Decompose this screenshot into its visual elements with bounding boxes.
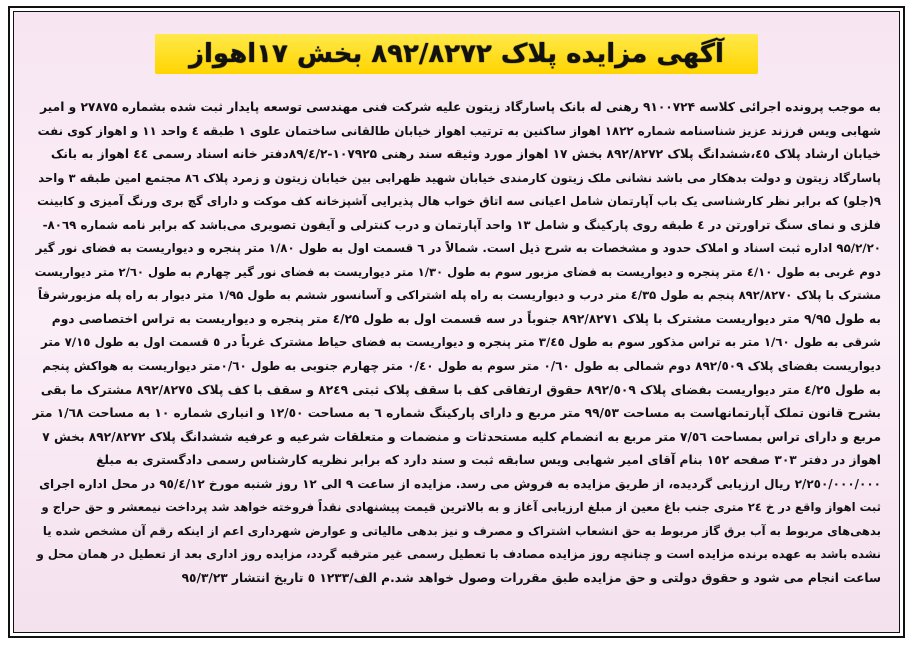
notice-line: بشرح قانون تملک آپارتمانهاست به مساحت ۹۹/٥۳ متر مربع و دارای پارکینگ شماره ٦ به مساحت ۱۲/٥۰ و انباری شماره ۱۰ به مساحت ۱/٦۸ متر — [32, 406, 881, 421]
notice-line: بدهی‌های مربوط به آب برق گاز مربوط به حق انشعاب اشتراک و مصرف و نیز بدهی مالیاتی و عوارض شهرداری اعم از اینکه رقم آن مشخص شده یا — [42, 523, 881, 538]
notice-line: به طول ۹/۹۵ متر دیواریست مشترک با پلاک ۸۹۲/۸۲۷۱ جنوباً در سه قسمت اول به طول ٤/۲۵ متر پنجره و دیواریست به تراس اختصاصی دوم — [51, 311, 881, 326]
notice-line: شرقی به طول ۱/٦۰ متر به تراس مذکور سوم به طول ۳/٤٥ متر پنجره و دیواریست به فضای حیاط مشترک غرباً در ٥ قسمت اول به طول ۷/۱٥ متر — [40, 335, 881, 350]
notice-title: آگهی مزایده پلاک ۸۹۲/۸۲۷۲ بخش ۱۷اهواز — [155, 34, 758, 74]
notice-line: شهابی ویس فرزند عزیز شناسنامه شماره ۱۸۲۲ اهواز ساکنین به ترتیب اهواز خیابان طالقانی ساختمان علوی ۱ طبقه ٤ واحد ۱۱ و اهواز کوی نفت — [37, 123, 881, 138]
notice-line: ساعت انجام می شود و حقوق دولتی و حق مزایده طبق مقررات وصول خواهد شد.م الف/۱۲۳۳ ٥ تاریخ انتشار ۹٥/۳/۲۳ — [181, 570, 881, 585]
notice-line: مربع و دارای تراس بمساحت ۷/٥٦ متر مربع به انضمام کلیه مستحدثات و منضمات و متعلقات شرعیه و عرفیه ششدانگ پلاک ۸۹۲/۸۲۷۲ بخش ۷ — [42, 429, 881, 444]
notice-line: اهواز در دفتر ۳۰۳ صفحه ۱٥۲ بنام آقای امیر شهابی ویس سابقه ثبت و سند دارد که برابر نظریه کارشناس رسمی دادگستری به مبلغ — [96, 453, 881, 468]
notice-line: فلزی و نمای سنگ تراورتن در ٤ طبقه روی پارکینگ و شامل ۱۳ واحد آپارتمان و درب کنترلی و آیفون تصویری می‌باشد که برابر نامه شماره ۸۰٦۹- — [42, 217, 881, 232]
notice-line: خیابان ارشاد پلاک ٤٥،ششدانگ پلاک ۸۹۲/۸۲۷۲ بخش ۱۷ اهواز مورد وثیقه سند رهنی ۱۰۷۹۲۵-۸۹/٤/۲دفتر خانه اسناد رسمی ٤٤ اهواز به بانک — [50, 147, 881, 162]
notice-line: ۹۵/۲/۲۰ اداره ثبت اسناد و املاک حدود و مشخصات به شرح ذیل است. شمالاً در ٦ قسمت اول به طول ۱/۸۰ متر پنجره و دیواریست به فضای نور گیر — [35, 241, 881, 256]
notice-line: ۹(جلو) که برابر نظر کارشناسی یک باب آپارتمان شامل اعیانی سه اتاق خواب هال پذیرایی آشپزخانه کف موکت و دارای گچ بری ورنگ آمیزی و کابینت — [37, 194, 881, 209]
notice-line: دوم غربی به طول ٤/۱۰ متر پنجره و دیواریست به فضای مزبور سوم به طول ۱/۳۰ متر دیواریست به فضای نور گیر چهارم به طول ۲/٦۰ متر دیواریست — [34, 264, 881, 279]
notice-body — [32, 96, 881, 590]
notice-header — [14, 34, 899, 74]
notice-line: مشترک با پلاک ۸۹۲/۸۲۷۰ پنجم به طول ٤/۳۵ متر درب و دیواریست به راه پله اشتراکی و آسانسور ششم به طول ۱/۹۵ متر دیوار به راه پله مزبورشرقاً — [38, 288, 881, 303]
notice-line: به موجب پرونده اجرائی کلاسه ۹۱۰۰۷۲۴ رهنی له بانک پاسارگاد زیتون علیه شرکت فنی مهندسی توسعه پایدار ثبت شده بشماره ۲۷۸۷۵ و امیر — [40, 100, 881, 114]
notice-line: دیواریست بفضای پلاک ۸۹۲/٥۰۹ دوم شمالی به طول ۰/٦۰ متر سوم به طول ۰/٤۰ متر چهارم جنوبی به طول ۰/٦۰متر دیواریست به هواکش پنجم — [42, 359, 881, 374]
notice-panel — [13, 11, 900, 633]
notice-line: نشده باشد به عهده برنده مزایده است و چنانچه روز مزایده مصادف با تعطیل رسمی غیر مترقبه گردد، مزایده روز اداری بعد از تعطیل در همان محل و — [36, 547, 881, 562]
notice-line: ۲/۲٥۰/۰۰۰/۰۰۰ ریال ارزیابی گردیده، از طریق مزایده به فروش می رسد. مزایده از ساعت ۹ الی ۱۲ روز شنبه مورخ ۹٥/٤/۱۲ در محل اداره اجرای — [39, 476, 881, 491]
notice-line: پاسارگاد زیتون و دولت بدهکار می باشد نشانی ملک زیتون کارمندی خیابان شهید ظهرابی بین خیابان زیتون و زمرد پلاک ۸٦ مجتمع امین طبقه ۳ واحد — [38, 170, 881, 185]
notice-frame — [8, 6, 905, 638]
notice-line: به طول ٤/۲٥ متر دیواریست بفضای پلاک ۸۹۲/٥۰۹ حقوق ارتفاقی کف با سقف پلاک ثبتی ۸۲٤۹ و سقف با کف پلاک ۸۹۲/۸۲۷٥ مشترک ما بقی — [40, 382, 881, 397]
notice-line: ثبت اهواز واقع در خ ۲٤ متری جنب باغ معین از مبلغ ارزیابی آغاز و به بالاترین قیمت پیشنهادی نقداً فروخته خواهد شد پرداخت نیمعشر و حق حراج و — [41, 500, 881, 515]
